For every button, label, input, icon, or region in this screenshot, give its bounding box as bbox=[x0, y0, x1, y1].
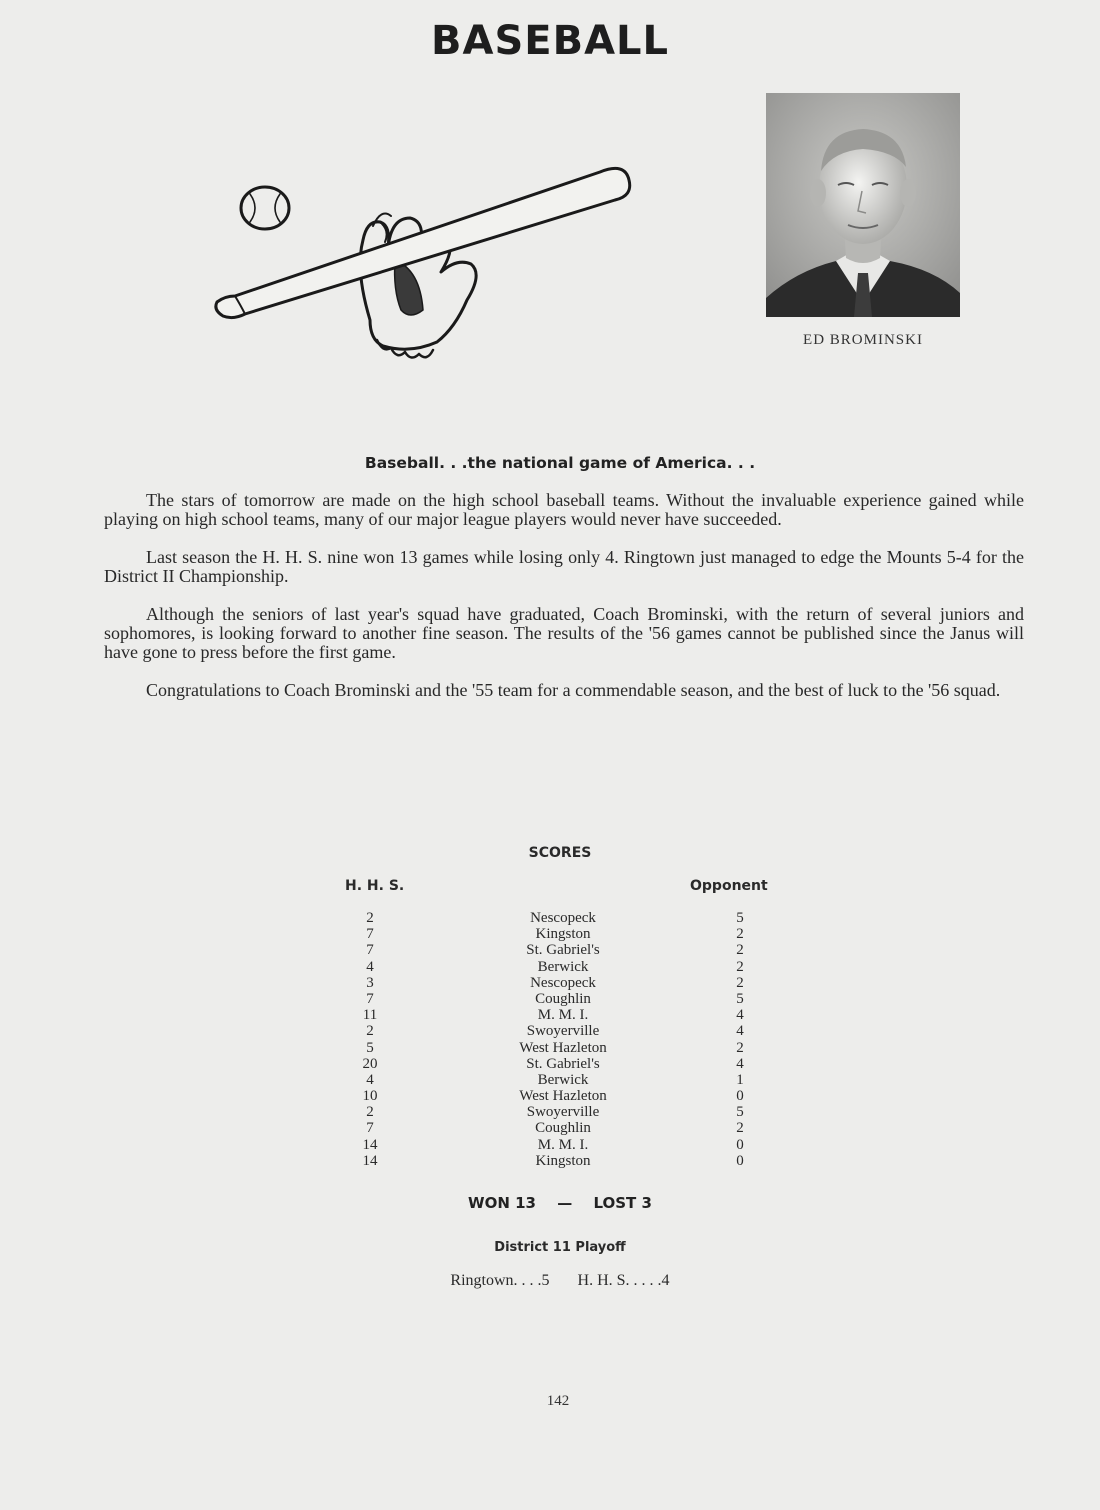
paragraph: Congratulations to Coach Brominski and the '55 team for a commendable season, and the best of luck to the '56 squad. bbox=[146, 680, 1001, 700]
opponent-team: Kingston bbox=[535, 1152, 591, 1169]
opponent-score: 2 bbox=[736, 958, 744, 975]
table-row bbox=[340, 1040, 780, 1056]
playoff-result bbox=[0, 1272, 1100, 1290]
lead-heading: Baseball. . .the national game of America. . . bbox=[364, 454, 756, 472]
opponent-team: West Hazleton bbox=[519, 1039, 607, 1056]
paragraph: The stars of tomorrow are made on the high school baseball teams. Without the invaluable experience gained while playing on high school teams, many of our major league players would never have succeeded. bbox=[104, 490, 1024, 529]
table-row bbox=[340, 1088, 780, 1104]
table-row bbox=[340, 1137, 780, 1153]
photo-caption: ED BROMINSKI bbox=[803, 332, 923, 348]
hhs-score: 7 bbox=[366, 926, 374, 943]
coach-portrait-image bbox=[766, 93, 960, 317]
opponent-team: M. M. I. bbox=[537, 1136, 589, 1153]
hhs-score: 2 bbox=[366, 910, 374, 926]
opponent-score: 5 bbox=[736, 990, 744, 1007]
opponent-score: 5 bbox=[736, 910, 744, 926]
coach-photo bbox=[766, 93, 960, 317]
hhs-score: 4 bbox=[366, 1071, 374, 1088]
scores-title: SCORES bbox=[528, 845, 592, 861]
table-row bbox=[340, 1153, 780, 1169]
page-number: 142 bbox=[546, 1393, 570, 1409]
opponent-team: Berwick bbox=[537, 1071, 589, 1088]
hhs-score: 11 bbox=[362, 1007, 378, 1024]
opponent-team: Kingston bbox=[535, 926, 591, 943]
playoff-left: Ringtown. . . .5 bbox=[450, 1272, 550, 1289]
table-row bbox=[340, 1104, 780, 1120]
hhs-score: 7 bbox=[366, 1120, 374, 1137]
table-row bbox=[340, 1120, 780, 1136]
opponent-score: 4 bbox=[736, 1007, 744, 1024]
table-row bbox=[340, 1056, 780, 1072]
hhs-score: 2 bbox=[366, 1023, 374, 1040]
opponent-team: Swoyerville bbox=[526, 1023, 600, 1040]
table-row bbox=[340, 991, 780, 1007]
table-row bbox=[340, 926, 780, 942]
table-row bbox=[340, 1072, 780, 1088]
table-row bbox=[340, 959, 780, 975]
table-row bbox=[340, 975, 780, 991]
opponent-team: Nescopeck bbox=[530, 974, 596, 991]
opponent-score: 4 bbox=[736, 1023, 744, 1040]
table-row bbox=[340, 942, 780, 958]
opponent-score: 2 bbox=[736, 974, 744, 991]
hhs-score: 5 bbox=[366, 1039, 374, 1056]
scores-table bbox=[340, 910, 780, 1169]
table-row bbox=[340, 1007, 780, 1023]
paragraph: Last season the H. H. S. nine won 13 games while losing only 4. Ringtown just managed to edge the Mounts 5-4 for the District II Championship. bbox=[104, 547, 1024, 586]
scores-header-opponent: Opponent bbox=[690, 878, 768, 894]
hhs-score: 14 bbox=[362, 1152, 378, 1169]
opponent-score: 2 bbox=[736, 1120, 744, 1137]
opponent-score: 2 bbox=[736, 926, 744, 943]
paragraph: Although the seniors of last year's squad have graduated, Coach Brominski, with the return of several juniors and sophomores, is looking forward to another fine season. The results of the '56 games cannot be published since the Janus will have gone to press before the first game. bbox=[104, 604, 1024, 662]
opponent-team: Berwick bbox=[537, 958, 589, 975]
opponent-score: 5 bbox=[736, 1104, 744, 1121]
hhs-score: 4 bbox=[366, 958, 374, 975]
page-title: BASEBALL bbox=[431, 18, 669, 64]
hhs-score: 7 bbox=[366, 942, 374, 959]
record-dash: — bbox=[557, 1194, 573, 1212]
hhs-score: 7 bbox=[366, 990, 374, 1007]
won-count: WON 13 bbox=[468, 1194, 536, 1212]
table-row bbox=[340, 910, 780, 926]
opponent-team: St. Gabriel's bbox=[526, 1055, 600, 1072]
playoff-title: District 11 Playoff bbox=[494, 1240, 626, 1255]
opponent-team: Coughlin bbox=[535, 990, 591, 1007]
season-record bbox=[0, 1194, 1100, 1212]
hhs-score: 10 bbox=[362, 1088, 378, 1105]
opponent-score: 2 bbox=[736, 1039, 744, 1056]
lost-count: LOST 3 bbox=[593, 1194, 652, 1212]
hhs-score: 20 bbox=[362, 1055, 378, 1072]
opponent-score: 0 bbox=[736, 1152, 744, 1169]
baseball-icon bbox=[241, 187, 289, 229]
opponent-score: 4 bbox=[736, 1055, 744, 1072]
opponent-team: M. M. I. bbox=[537, 1007, 589, 1024]
baseball-illustration bbox=[205, 150, 645, 375]
opponent-team: Coughlin bbox=[535, 1120, 591, 1137]
scores-header-hhs: H. H. S. bbox=[345, 878, 405, 894]
opponent-team: West Hazleton bbox=[519, 1088, 607, 1105]
opponent-score: 0 bbox=[736, 1088, 744, 1105]
opponent-team: Swoyerville bbox=[526, 1104, 600, 1121]
hhs-score: 3 bbox=[366, 974, 374, 991]
opponent-score: 1 bbox=[736, 1071, 744, 1088]
hhs-score: 2 bbox=[366, 1104, 374, 1121]
opponent-team: Nescopeck bbox=[530, 910, 596, 926]
hhs-score: 14 bbox=[362, 1136, 378, 1153]
playoff-right: H. H. S. . . . .4 bbox=[577, 1272, 670, 1289]
opponent-score: 2 bbox=[736, 942, 744, 959]
opponent-team: St. Gabriel's bbox=[526, 942, 600, 959]
article-body bbox=[104, 491, 1024, 719]
opponent-score: 0 bbox=[736, 1136, 744, 1153]
table-row bbox=[340, 1023, 780, 1039]
